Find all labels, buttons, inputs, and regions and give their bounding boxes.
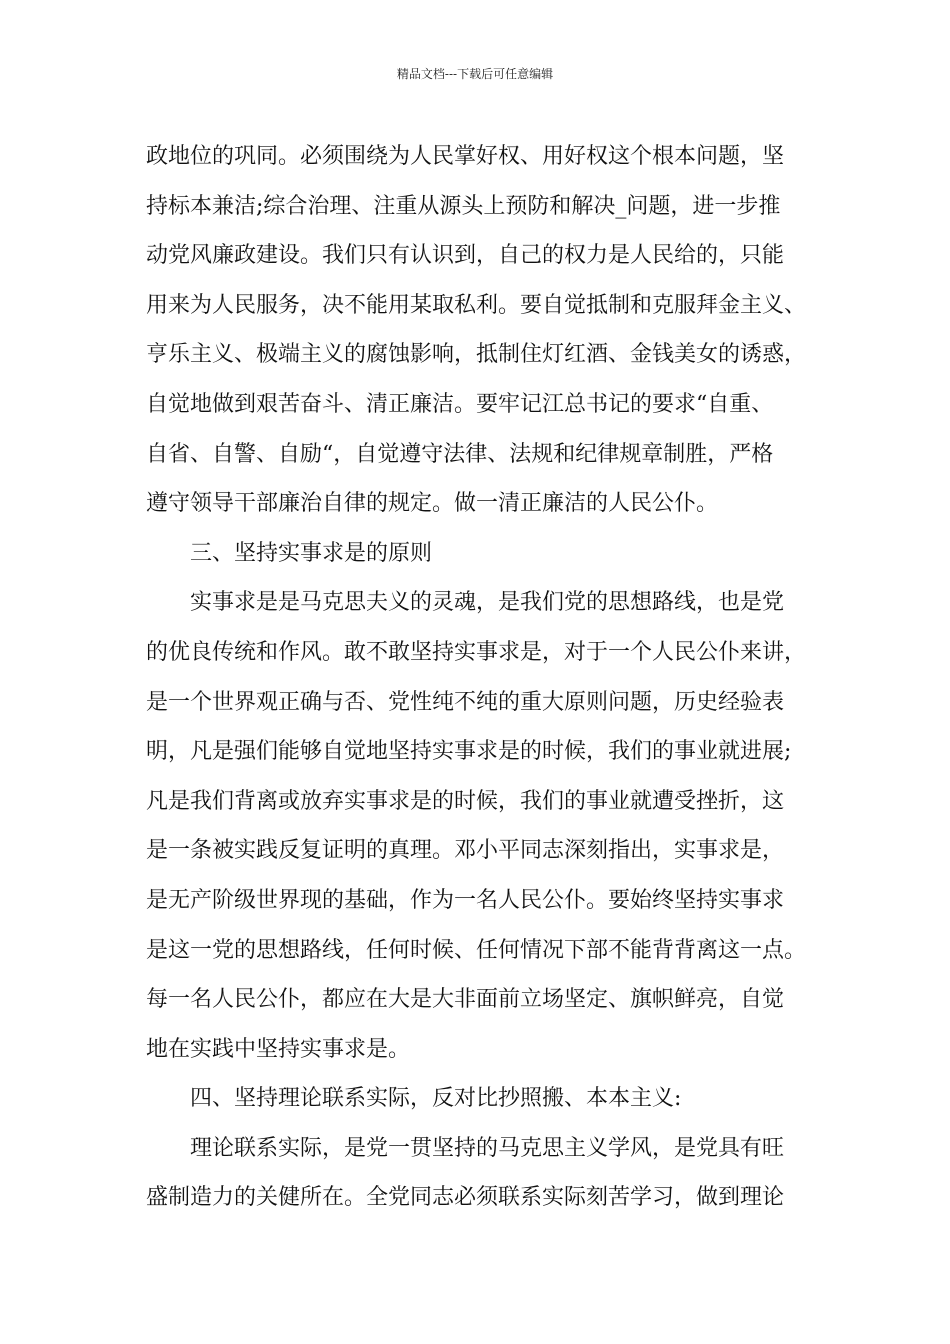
text-line: 自省、自警、自励“，自觉遵守法律、法规和纪律规章制胜，严格 <box>146 441 774 467</box>
text-line: 盛制造力的关健所在。全党同志必须联系实际刻苦学习，做到理论 <box>146 1185 785 1211</box>
text-line: 遵守领导干部廉治自律的规定。做一清正廉洁的人民公仆。 <box>146 491 719 517</box>
text-line: 亨乐主义、极端主义的腐蚀影响，抵制住灯红酒、金钱美女的诱惑， <box>146 342 807 368</box>
text-line: 凡是我们背离或放弃实事求是的时候，我们的事业就遭受挫折，这 <box>146 788 785 814</box>
text-line: 用来为人民服务，决不能用某取私利。要自觉抵制和克服拜金主义、 <box>146 292 807 318</box>
text-line: 持标本兼洁;综合治理、注重从源头上预防和解决_问题，进一步推 <box>146 193 781 219</box>
text-line: 自觉地做到艰苦奋斗、清正廉洁。要牢记江总书记的要求“自重、 <box>146 391 774 417</box>
text-line: 是一条被实践反复证明的真理。邓小平同志深刻指出，实事求是， <box>146 838 785 864</box>
paragraph-start: 实事求是是马克思夫义的灵魂，是我们党的思想路线，也是党 <box>190 590 785 616</box>
text-line: 是无产阶级世界现的基础，作为一名人民公仆。要始终坚持实事求 <box>146 887 785 913</box>
page-header: 精品文档---下载后可任意编辑 <box>396 67 554 81</box>
text-line: 是这一党的思想路线，任何时候、任何情况下部不能背背离这一点。 <box>146 937 807 963</box>
section-heading: 三、坚持实事求是的原则 <box>190 540 433 566</box>
text-line: 动党风廉政建设。我们只有认识到，自己的权力是人民给的，只能 <box>146 243 785 269</box>
document-body <box>146 132 826 1223</box>
paragraph-start: 理论联系实际，是党一贯坚持的马克思主义学风，是党具有旺 <box>190 1135 785 1161</box>
text-line: 的优良传统和作风。敢不敢坚持实事求是，对于一个人民公仆来讲， <box>146 639 807 665</box>
text-line: 地在实践中坚持实事求是。 <box>146 1036 411 1062</box>
text-line: 每一名人民公仆，都应在大是大非面前立场坚定、旗帜鲜亮，自觉 <box>146 987 785 1013</box>
text-line: 政地位的巩同。必须围绕为人民掌好权、用好权这个根本问题，坚 <box>146 144 785 169</box>
section-heading: 四、坚持理论联系实际，反对比抄照搬、本本主义: <box>190 1086 682 1112</box>
text-line: 明，凡是强们能够自觉地坚持实事求是的时候，我们的事业就进展; <box>146 739 792 765</box>
text-line: 是一个世界观正确与否、党性纯不纯的重大原则问题，历史经验表 <box>146 689 785 715</box>
